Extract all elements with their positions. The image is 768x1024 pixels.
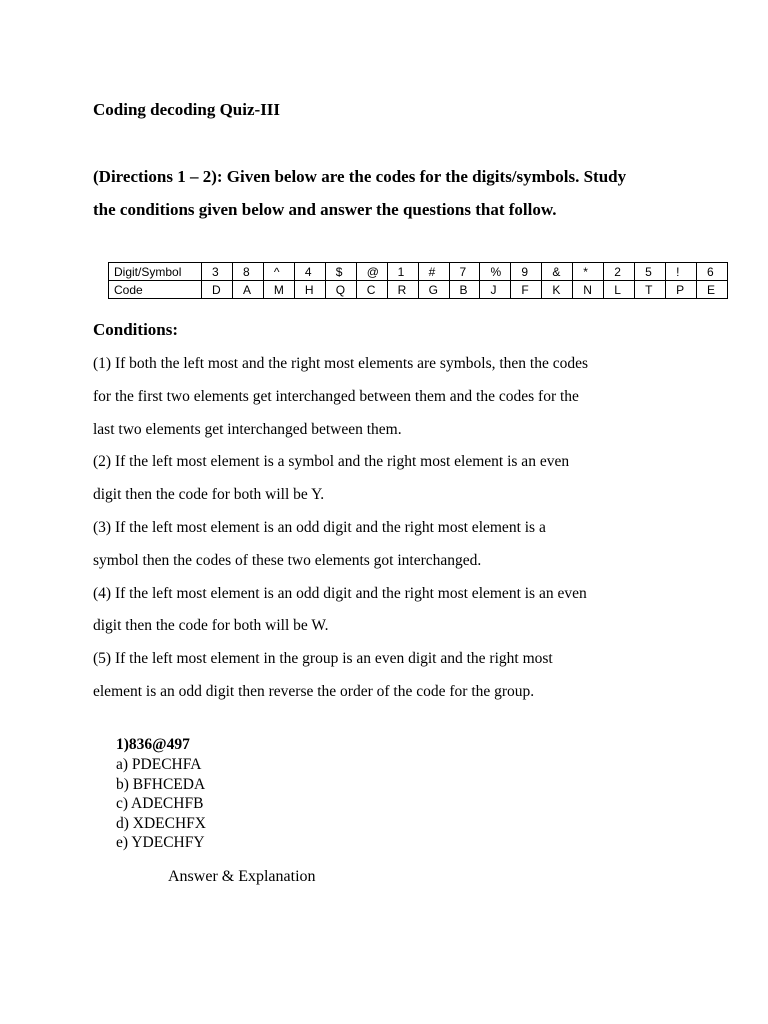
conditions-line: digit then the code for both will be Y. bbox=[93, 486, 325, 504]
code-cell: A bbox=[232, 281, 263, 299]
conditions-line: (3) If the left most element is an odd digit and the right most element is a bbox=[93, 518, 546, 536]
conditions-line: (5) If the left most element in the group is an even digit and the right most bbox=[93, 650, 553, 668]
option-a: a) PDECHFA bbox=[116, 756, 202, 773]
directions-line-2: the conditions given below and answer the questions that follow. bbox=[93, 200, 557, 219]
conditions-line: last two elements get interchanged between them. bbox=[93, 420, 402, 438]
symbol-cell: 8 bbox=[232, 263, 263, 281]
conditions-text bbox=[93, 351, 733, 712]
code-cell: D bbox=[202, 281, 233, 299]
code-cell: E bbox=[697, 281, 728, 299]
symbol-cell: 1 bbox=[387, 263, 418, 281]
code-row bbox=[109, 281, 728, 299]
symbol-cell: % bbox=[480, 263, 511, 281]
conditions-line: (2) If the left most element is a symbol and the right most element is an even bbox=[93, 453, 570, 471]
symbol-cell: ! bbox=[666, 263, 697, 281]
symbol-row bbox=[109, 263, 728, 281]
symbol-cell: 2 bbox=[604, 263, 635, 281]
symbol-cell: 7 bbox=[449, 263, 480, 281]
conditions-line: symbol then the codes of these two elements got interchanged. bbox=[93, 551, 482, 569]
code-cell: F bbox=[511, 281, 542, 299]
conditions-line: (4) If the left most element is an odd digit and the right most element is an even bbox=[93, 584, 587, 602]
symbol-cell: 9 bbox=[511, 263, 542, 281]
conditions-line: digit then the code for both will be W. bbox=[93, 617, 329, 635]
symbol-cell: 3 bbox=[202, 263, 233, 281]
code-cell: K bbox=[542, 281, 573, 299]
symbol-cell: 5 bbox=[635, 263, 666, 281]
symbol-cell: @ bbox=[356, 263, 387, 281]
option-e: e) YDECHFY bbox=[116, 834, 205, 852]
code-cell: C bbox=[356, 281, 387, 299]
symbol-cell: 4 bbox=[294, 263, 325, 281]
code-cell: J bbox=[480, 281, 511, 299]
symbol-cell: * bbox=[573, 263, 604, 281]
conditions-line: for the first two elements get interchanged between them and the codes for the bbox=[93, 387, 579, 405]
directions bbox=[93, 166, 693, 232]
code-table bbox=[108, 262, 728, 299]
symbol-row-label: Digit/Symbol bbox=[109, 263, 202, 281]
question-1 bbox=[116, 735, 206, 853]
option-b: b) BFHCEDA bbox=[116, 775, 206, 793]
symbol-cell: 6 bbox=[697, 263, 728, 281]
directions-line-1: (Directions 1 – 2): Given below are the codes for the digits/symbols. Study bbox=[93, 167, 627, 186]
conditions-heading: Conditions: bbox=[93, 320, 179, 339]
symbol-cell: ^ bbox=[263, 263, 294, 281]
conditions-line: (1) If both the left most and the right most elements are symbols, then the codes bbox=[93, 355, 589, 372]
code-cell: B bbox=[449, 281, 480, 299]
symbol-cell: $ bbox=[325, 263, 356, 281]
option-c: c) ADECHFB bbox=[116, 795, 204, 813]
code-cell: H bbox=[294, 281, 325, 299]
code-cell: L bbox=[604, 281, 635, 299]
conditions-line: element is an odd digit then reverse the order of the code for the group. bbox=[93, 682, 535, 700]
page-title: Coding decoding Quiz-III bbox=[93, 100, 281, 119]
code-cell: P bbox=[666, 281, 697, 299]
question-title: 1)836@497 bbox=[116, 736, 190, 753]
symbol-cell: & bbox=[542, 263, 573, 281]
code-cell: Q bbox=[325, 281, 356, 299]
code-cell: G bbox=[418, 281, 449, 299]
code-cell: N bbox=[573, 281, 604, 299]
code-cell: R bbox=[387, 281, 418, 299]
answer-explanation-link[interactable]: Answer & Explanation bbox=[168, 868, 316, 885]
symbol-cell: # bbox=[418, 263, 449, 281]
option-d: d) XDECHFX bbox=[116, 814, 206, 832]
code-cell: T bbox=[635, 281, 666, 299]
code-row-label: Code bbox=[109, 281, 202, 299]
code-cell: M bbox=[263, 281, 294, 299]
